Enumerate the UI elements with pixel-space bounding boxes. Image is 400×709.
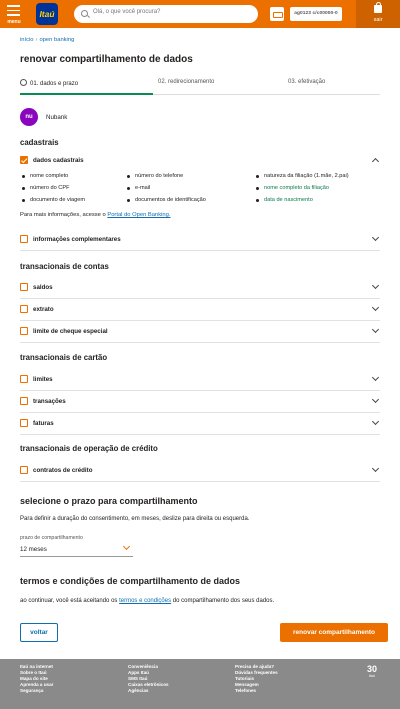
chevron-down-icon[interactable] (372, 304, 379, 311)
section-title-contas: transacionais de contas (20, 262, 109, 271)
footer-link[interactable]: SMS Itaú (128, 676, 148, 682)
back-button[interactable]: voltar (20, 623, 58, 642)
page-title: renovar compartilhamento de dados (20, 54, 193, 65)
accordion-extrato[interactable] (20, 299, 380, 321)
search-icon (81, 10, 88, 17)
open-banking-portal-link[interactable]: Portal do Open Banking. (107, 212, 171, 218)
itau-logo[interactable]: Itaú (36, 3, 58, 25)
chevron-down-icon[interactable] (372, 418, 379, 425)
step-2: 02. redirecionamento (158, 79, 215, 85)
accordion-transacoes[interactable] (20, 391, 380, 413)
checkbox-extrato[interactable] (20, 305, 28, 313)
section-title-credito: transacionais de operação de crédito (20, 444, 158, 453)
extrato-label: extrato (33, 306, 54, 313)
logout-button[interactable] (356, 0, 400, 28)
bullet-item: documentos de identificação (135, 197, 206, 203)
bullet-item: documento de viagem (30, 197, 86, 203)
chevron-down-icon[interactable] (372, 282, 379, 289)
informacoes-complementares-label: informações complementares (33, 236, 121, 243)
accordion-faturas[interactable] (20, 413, 380, 435)
accordion-saldos[interactable] (20, 277, 380, 299)
section-title-cadastrais: cadastrais (20, 138, 59, 147)
checkbox-transacoes[interactable] (20, 397, 28, 405)
footer-link[interactable]: Aprenda a usar (20, 682, 54, 688)
transacoes-label: transações (33, 398, 66, 405)
breadcrumb-home[interactable]: início (20, 37, 34, 43)
bullet-item: nome completo da filiação (264, 185, 329, 191)
checkbox-limites[interactable] (20, 375, 28, 383)
breadcrumb (20, 37, 74, 43)
chevron-down-icon[interactable] (372, 326, 379, 333)
section-title-prazo: selecione o prazo para compartilhamento (20, 496, 198, 506)
footer-link[interactable]: Caixas eletrônicos (128, 682, 169, 688)
menu-label: menu (7, 19, 21, 25)
bullet-item: número do telefone (135, 173, 184, 179)
footer-link[interactable]: Telefones (235, 688, 257, 694)
checkbox-saldos[interactable] (20, 283, 28, 291)
dados-cadastrais-label: dados cadastrais (33, 157, 84, 164)
prazo-description: Para definir a duração do consentimento, em meses, deslize para direita ou esquerda. (20, 516, 250, 522)
footer-link[interactable]: Apps Itaú (128, 670, 149, 676)
contratos-credito-label: contratos de crédito (33, 467, 93, 474)
breadcrumb-current[interactable]: open banking (39, 37, 75, 43)
footer-link[interactable]: Sobre o Itaú (20, 670, 47, 676)
footer-link[interactable]: Mapa do site (20, 676, 48, 682)
footer-link[interactable]: Tutoriais (235, 676, 255, 682)
institution-name: Nubank (46, 114, 68, 121)
bullet-item: data de nascimento (264, 197, 313, 203)
search-input[interactable] (74, 5, 258, 23)
stepper (20, 75, 380, 95)
termos-link[interactable]: termos e condições (119, 598, 172, 604)
limite-cheque-especial-label: limite de cheque especial (33, 328, 108, 335)
checkbox-contratos-credito[interactable] (20, 466, 28, 474)
chevron-down-icon[interactable] (372, 396, 379, 403)
bullet-item: e-mail (135, 185, 151, 191)
accordion-informacoes-complementares[interactable] (20, 229, 380, 251)
search-placeholder: Olá, o que você procura? (93, 9, 161, 15)
checkbox-dados-cadastrais[interactable] (20, 156, 28, 164)
footer-link[interactable]: Dúvidas frequentes (235, 670, 278, 676)
lock-icon (374, 5, 382, 13)
logout-label: sair (373, 17, 383, 23)
menu-button[interactable] (4, 2, 24, 26)
chevron-down-icon[interactable] (372, 374, 379, 381)
termos-suffix: do compartilhamento dos seus dados. (171, 598, 275, 604)
section-title-termos: termos e condições de compartilhamento de dados (20, 576, 241, 586)
limites-label: limites (33, 376, 53, 383)
bullet-item: natureza da filiação (1.mãe, 2.pai) (264, 173, 349, 179)
info-text: Para mais informações, acesse o (20, 212, 108, 218)
checkbox-limite-cheque-especial[interactable] (20, 327, 28, 335)
footer-link[interactable]: Conveniência (128, 664, 158, 669)
footer-column-2 (128, 664, 169, 694)
chevron-down-icon[interactable] (372, 465, 379, 472)
chevron-down-icon (123, 543, 130, 550)
prazo-field-label: prazo de compartilhamento (20, 535, 83, 541)
account-button[interactable]: ag0123 c/c00000-0 (290, 7, 342, 21)
saldos-label: saldos (33, 284, 53, 291)
accordion-limites[interactable] (20, 369, 380, 391)
termos-prefix: ao continuar, você está aceitando os (20, 598, 120, 604)
accordion-contratos-credito[interactable] (20, 460, 380, 482)
prazo-select[interactable] (20, 542, 133, 557)
bullet-item: nome completo (30, 173, 69, 179)
chevron-up-icon[interactable] (372, 158, 379, 165)
chevron-down-icon[interactable] (372, 234, 379, 241)
checkbox-faturas[interactable] (20, 419, 28, 427)
footer-link[interactable]: Precisa de ajuda? (235, 664, 275, 669)
footer-link[interactable]: Itaú na internet (20, 664, 53, 669)
step-progress-bar (20, 93, 153, 95)
footer-badge (364, 664, 380, 678)
step-3: 03. efetivação (288, 79, 326, 85)
footer-column-3 (235, 664, 278, 694)
step-1: 01. dados e prazo (20, 79, 78, 87)
accordion-dados-cadastrais[interactable] (20, 150, 380, 172)
footer-link[interactable]: Agências (128, 688, 149, 694)
bullet-item: número do CPF (30, 185, 70, 191)
faturas-label: faturas (33, 420, 54, 427)
breadcrumb-separator: › (35, 37, 38, 43)
checkbox-informacoes-complementares[interactable] (20, 235, 28, 243)
footer-link[interactable]: Segurança (20, 688, 44, 694)
open-banking-info (20, 212, 171, 218)
badge-number: 30 (366, 664, 377, 674)
badge-text: Itaú (369, 674, 375, 678)
footer (0, 659, 400, 709)
footer-link[interactable]: Mensagem (235, 682, 259, 688)
nubank-logo: nu (20, 108, 38, 126)
hamburger-icon (7, 5, 20, 19)
top-header (0, 0, 400, 28)
renew-button[interactable]: renovar compartilhamento (280, 623, 388, 642)
termos-text (20, 598, 274, 604)
footer-column-1 (20, 664, 53, 694)
card-icon[interactable] (270, 7, 284, 21)
section-title-cartao: transacionais de cartão (20, 353, 108, 362)
accordion-limite-cheque-especial[interactable] (20, 321, 380, 343)
prazo-value: 12 meses (20, 546, 47, 553)
